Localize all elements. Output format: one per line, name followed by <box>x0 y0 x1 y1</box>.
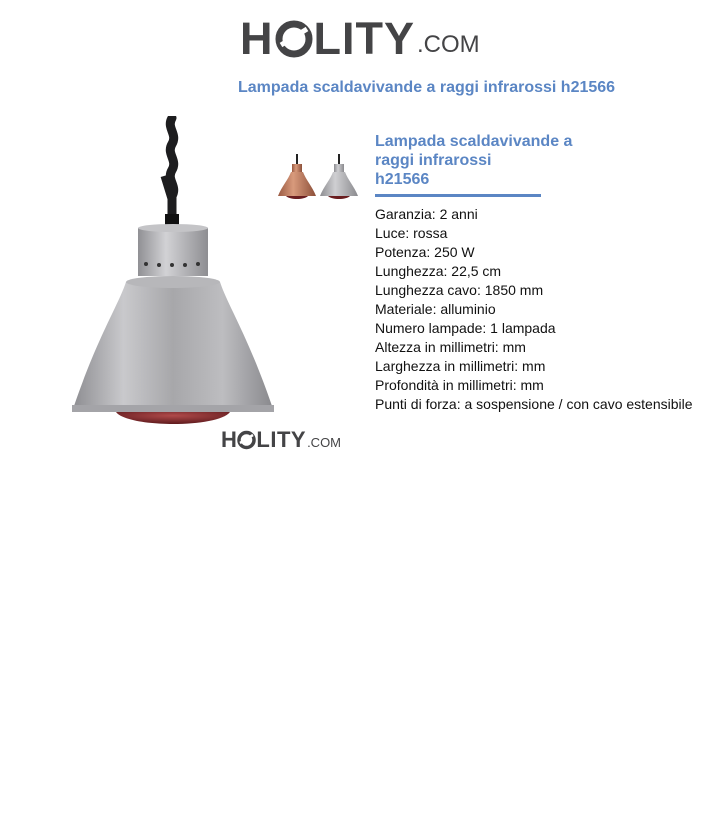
product-image-main <box>68 116 278 426</box>
spec-garanzia: Garanzia: 2 anni <box>375 206 478 222</box>
spec-punti-di-forza: Punti di forza: a sospensione / con cavo estensibile <box>375 396 693 412</box>
spec-potenza: Potenza: 250 W <box>375 244 475 260</box>
spec-profondita: Profondità in millimetri: mm <box>375 377 544 393</box>
logo-small-ring-icon <box>237 430 256 450</box>
spec-altezza: Altezza in millimetri: mm <box>375 339 526 355</box>
logo-small-domain: .COM <box>307 435 342 450</box>
silver-lamp-thumb <box>320 154 358 199</box>
product-title-line: Lampada scaldavivande a <box>375 133 573 150</box>
spec-lunghezza-cavo: Lunghezza cavo: 1850 mm <box>375 282 544 298</box>
spec-list <box>375 205 715 414</box>
logo-letter-h: H <box>240 13 274 64</box>
spec-lunghezza: Lunghezza: 22,5 cm <box>375 263 502 279</box>
product-thumbnail[interactable] <box>276 154 360 200</box>
logo-ring-icon <box>275 19 313 59</box>
spec-numero-lampade: Numero lampade: 1 lampada <box>375 320 556 336</box>
brand-logo[interactable] <box>240 14 480 64</box>
spec-luce: Luce: rossa <box>375 225 448 241</box>
logo-small-word: LITY <box>256 427 307 452</box>
logo-word: LITY <box>313 13 415 64</box>
title-divider <box>375 194 541 197</box>
logo-small-letter-h: H <box>221 427 238 452</box>
product-title-line: h21566 <box>375 171 430 188</box>
logo-domain: .COM <box>417 31 480 58</box>
page-title: Lampada scaldavivande a raggi infrarossi h21566 <box>238 79 616 96</box>
spec-larghezza: Larghezza in millimetri: mm <box>375 358 546 374</box>
product-title-line: raggi infrarossi <box>375 152 492 169</box>
copper-lamp-thumb <box>278 154 316 199</box>
brand-logo-small <box>221 427 341 453</box>
spec-materiale: Materiale: alluminio <box>375 301 496 317</box>
product-title <box>375 132 585 189</box>
